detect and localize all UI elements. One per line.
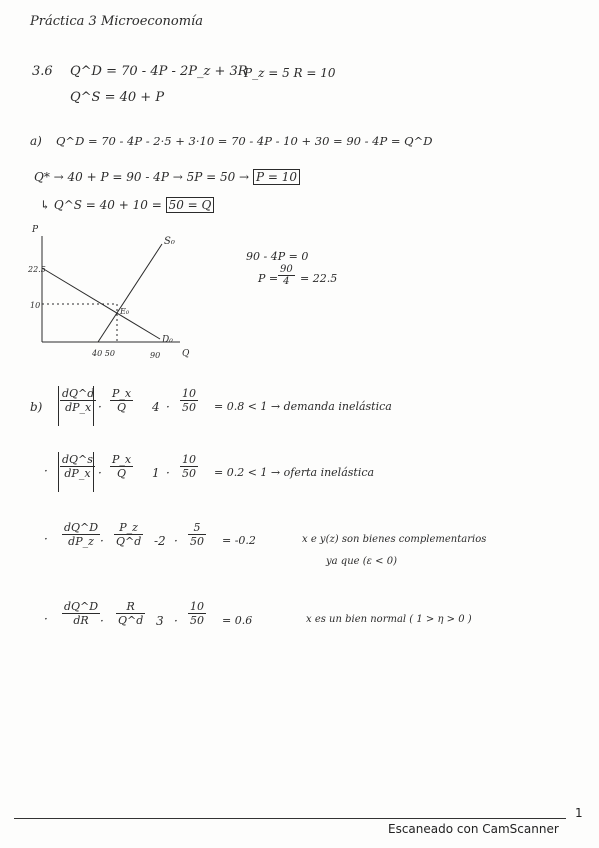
fraction-row1: $\frac{10}{50}$	[182, 387, 196, 414]
eq-label: E₀	[120, 307, 130, 316]
elasticity-row2-ratio: $\frac{P\_x}{Q}$	[112, 453, 132, 480]
result-row2: = 0.2 < 1 → oferta inelástica	[214, 466, 375, 479]
result-row3: = -0.2	[222, 534, 256, 547]
fraction-row2: $\frac{10}{50}$	[182, 453, 196, 480]
y-tick-eq: 10	[30, 301, 41, 310]
supply-label: S₀	[164, 236, 175, 247]
price-result-box: P = 10	[253, 169, 300, 185]
dot-row1b: ·	[166, 400, 170, 414]
x-axis-label: Q	[182, 349, 190, 359]
elasticity-row3-derivative: $\frac{dQ\^{}D}{dP\_z}$	[64, 521, 99, 548]
problem-number: 3.6	[32, 64, 53, 79]
supply-equation: Q^S = 40 + P	[70, 90, 165, 105]
dot-row2a: ·	[98, 466, 102, 480]
bullet-row4: ·	[44, 612, 48, 626]
page-title: Práctica 3 Microeconomía	[30, 14, 203, 29]
part-a-line3-text: ↳ Q^S = 40 + 10 =	[40, 198, 162, 212]
part-a-label: a)	[30, 134, 42, 148]
coef-row3: -2	[154, 534, 166, 548]
dot-row2b: ·	[166, 466, 170, 480]
demand-equation: Q^D = 70 - 4P - 2P_z + 3R	[70, 64, 248, 79]
side-calc-result: = 22.5	[300, 272, 338, 285]
side-calc-p: P =	[258, 272, 279, 285]
supply-curve	[98, 244, 162, 342]
coef-row2: 1	[152, 466, 160, 480]
part-a-line2-text: Q* → 40 + P = 90 - 4P → 5P = 50 →	[34, 170, 250, 184]
result-row4: = 0.6	[222, 614, 253, 627]
demand-curve	[42, 268, 160, 339]
elasticity-row2-derivative: $\frac{dQ\^{}s}{dP\_x}$	[62, 453, 93, 480]
dot-row3b: ·	[174, 534, 178, 548]
result-row1: = 0.8 < 1 → demanda inelástica	[214, 400, 392, 413]
dot-row4a: ·	[100, 614, 104, 628]
page-number: 1	[575, 806, 583, 820]
comment-row3: x e y(z) son bienes complementarios	[302, 534, 487, 545]
comment-row4: x es un bien normal ( 1 > η > 0 )	[306, 614, 472, 625]
part-a-line3	[40, 198, 214, 212]
bullet-row2: ·	[44, 464, 48, 478]
scanner-watermark: Escaneado con CamScanner	[388, 822, 559, 836]
part-a-line1: Q^D = 70 - 4P - 2·5 + 3·10 = 70 - 4P - 10 + 30 = 90 - 4P = Q^D	[56, 134, 433, 148]
fraction-row4: $\frac{10}{50}$	[190, 600, 204, 627]
footer-divider	[14, 818, 566, 819]
comment-row3-line2: ya que (ε < 0)	[326, 556, 397, 567]
side-calc-line1: 90 - 4P = 0	[246, 250, 309, 263]
side-calc-fraction	[278, 264, 295, 287]
quantity-result-box: 50 = Q	[166, 197, 215, 213]
demand-label: D₀	[162, 335, 173, 345]
supply-demand-graph	[30, 222, 200, 364]
given-values: P_z = 5 R = 10	[244, 66, 336, 80]
dot-row3a: ·	[100, 534, 104, 548]
fraction-row3: $\frac{5}{50}$	[190, 521, 204, 548]
bullet-row3: ·	[44, 532, 48, 546]
y-axis-label: P	[32, 225, 39, 235]
part-b-label: b)	[30, 400, 43, 414]
coef-row4: 3	[156, 614, 164, 628]
elasticity-row4-derivative: $\frac{dQ\^{}D}{dR}$	[64, 600, 99, 627]
elasticity-row1-derivative: $\frac{dQ\^{}d}{dP\_x}$	[62, 387, 95, 414]
dot-row4b: ·	[174, 614, 178, 628]
coef-row1: 4	[152, 400, 160, 414]
elasticity-row4-ratio: $\frac{R}{Q\^{}d}$	[118, 600, 144, 627]
x-tick-end: 90	[150, 351, 161, 360]
part-a-line2	[34, 170, 300, 184]
y-tick-high: 22.5	[28, 265, 46, 274]
elasticity-row1-ratio: $\frac{P\_x}{Q}$	[112, 387, 132, 414]
side-frac-den: 4	[278, 275, 295, 287]
side-frac-num: 90	[280, 264, 293, 275]
dot-row1a: ·	[98, 400, 102, 414]
elasticity-row3-ratio: $\frac{P\_z}{Q\^{}d}$	[116, 521, 142, 548]
x-ticks: 40 50	[92, 349, 115, 358]
